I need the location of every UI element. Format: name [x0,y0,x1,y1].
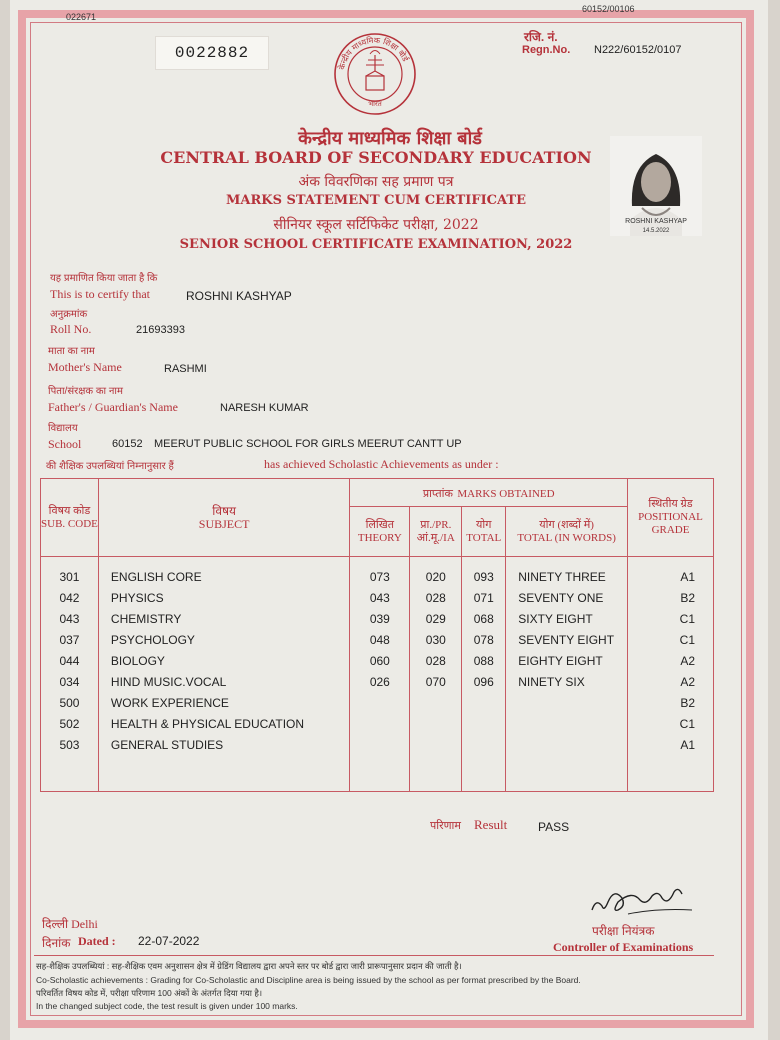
doc-title-hindi: अंक विवरणिका सह प्रमाण पत्र [298,174,454,190]
photo-date: 14.5.2022 [642,228,670,234]
marks-table [40,478,714,792]
theory-marks: 043 [369,591,390,605]
header-subject: विषय SUBJECT [98,479,349,557]
controller-label-hindi: परीक्षा नियंत्रक [592,924,655,938]
total-marks: 088 [473,654,494,668]
subject-name: BIOLOGY [110,654,165,668]
subject-name: HEALTH & PHYSICAL EDUCATION [110,717,305,731]
total-in-words: SEVENTY EIGHT [518,633,615,647]
regn-number: N222/60152/0107 [594,44,682,56]
board-name: CENTRAL BOARD OF SECONDARY EDUCATION [160,148,592,167]
roll-label-hindi: अनुक्रमांक [50,309,88,320]
top-right-number: 60152/00106 [582,4,635,14]
sub-code: 502 [59,717,80,731]
subject-column [98,557,349,792]
top-left-number: 022671 [66,12,97,22]
theory-marks: 039 [369,612,390,626]
subject-name: GENERAL STUDIES [110,738,224,752]
result-label: Result [474,817,508,832]
practical-marks: 070 [425,675,446,689]
header-total-words: योग (शब्दों में) TOTAL (IN WORDS) [506,507,628,557]
date-label-hindi: दिनांक [42,936,71,950]
theory-marks: 073 [369,570,390,584]
mother-label: Mother's Name [48,360,122,374]
sub-code: 503 [59,738,80,752]
grade: B2 [680,696,695,710]
grade: C1 [679,612,695,626]
board-name-hindi: केन्द्रीय माध्यमिक शिक्षा बोर्ड [298,128,482,149]
result-value: PASS [538,820,570,834]
place-label: दिल्ली Delhi [42,917,98,931]
student-name: ROSHNI KASHYAP [186,289,292,303]
sub-code: 301 [59,570,80,584]
total-in-words: EIGHTY EIGHT [518,654,603,668]
grade: A1 [680,570,695,584]
photo-caption: ROSHNI KASHYAP [625,218,687,225]
footer-note-hindi-1: सह-शैक्षिक उपलब्धियां : सह-शैक्षिक एवम अनुशासन क्षेत्र में ग्रेडिंग विद्यालय द्वारा अपने स्तर पर बोर्ड द्वारा जारी प्रारूपानुसार प्रदान की जाती है। [36,961,462,971]
grade: C1 [679,633,695,647]
sub-code: 042 [59,591,80,605]
header-total: योग TOTAL [462,507,506,557]
school-label: School [48,437,82,451]
theory-column [350,557,410,792]
code-column [41,557,99,792]
practical-column [410,557,462,792]
footer-divider [34,955,714,956]
subject-name: PHYSICS [110,591,164,605]
total-marks: 096 [473,675,494,689]
words-column [506,557,628,792]
footer-note-1: Co-Scholastic achievements : Grading for Co-Scholastic and Discipline area is being issued by the school as per format prescribed by the Board. [36,975,581,985]
sub-code: 034 [59,675,80,689]
school-label-hindi: विद्यालय [48,423,78,434]
subject-name: CHEMISTRY [110,612,182,626]
cbse-seal-icon [330,30,420,116]
subject-name: PSYCHOLOGY [110,633,195,647]
subject-name: HIND MUSIC.VOCAL [110,675,227,689]
header-sub-code: विषय कोड SUB. CODE [41,479,99,557]
school-name: MEERUT PUBLIC SCHOOL FOR GIRLS MEERUT CANTT UP [154,438,462,450]
theory-marks: 060 [369,654,390,668]
total-marks: 071 [473,591,494,605]
practical-marks: 029 [425,612,446,626]
practical-marks: 030 [425,633,446,647]
header-theory: लिखित THEORY [350,507,410,557]
grade: C1 [679,717,695,731]
footer-note-2: In the changed subject code, the test result is given under 100 marks. [36,1001,298,1011]
exam-title: SENIOR SCHOOL CERTIFICATE EXAMINATION, 2022 [179,237,573,252]
practical-marks: 020 [425,570,446,584]
seal-ring-text: केन्द्रीय माध्यमिक शिक्षा बोर्ड [337,35,410,71]
total-marks: 068 [473,612,494,626]
footer-note-hindi-2: परिवर्तित विषय कोड में, परीक्षा परिणाम 100 अंकों के अंतर्गत दिया गया है। [36,988,263,998]
achievement-label-hindi: की शैक्षिक उपलब्धियां निम्नानुसार हैं [46,461,174,472]
header-positional-grade: स्थितीय ग्रेड POSITIONAL GRADE [628,479,714,557]
grade: B2 [680,591,695,605]
total-in-words: SEVENTY ONE [518,591,604,605]
certify-label: This is to certify that [50,287,150,301]
grade: A1 [680,738,695,752]
subject-name: ENGLISH CORE [110,570,202,584]
roll-label: Roll No. [50,322,92,336]
header-marks-obtained: प्राप्तांक MARKS OBTAINED [350,479,628,507]
sub-code: 044 [59,654,80,668]
certify-label-hindi: यह प्रमाणित किया जाता है कि [50,273,158,284]
issue-date: 22-07-2022 [138,934,200,948]
result-label-hindi: परिणाम [430,820,461,832]
theory-marks: 026 [369,675,390,689]
grade: A2 [680,675,695,689]
roll-number: 21693393 [136,324,185,336]
practical-marks: 028 [425,654,446,668]
achievement-label: has achieved Scholastic Achievements as under : [264,457,499,471]
total-column [462,557,506,792]
date-label: Dated : [78,934,116,948]
grade-column [628,557,714,792]
total-in-words: SIXTY EIGHT [518,612,593,626]
controller-signature-icon [588,880,698,924]
regn-label-hindi: रजि. नं. [524,30,558,44]
exam-title-hindi: सीनियर स्कूल सर्टिफिकेट परीक्षा, 2022 [273,217,479,233]
father-name: NARESH KUMAR [220,402,309,414]
school-code: 60152 [112,438,143,450]
total-in-words: NINETY SIX [518,675,585,689]
seal-bottom-text: भारत [368,100,382,108]
mother-name: RASHMI [164,363,207,375]
total-marks: 093 [473,570,494,584]
father-label: Father's / Guardian's Name [48,400,178,414]
practical-marks: 028 [425,591,446,605]
total-marks: 078 [473,633,494,647]
regn-label: Regn.No. [522,44,571,56]
mother-label-hindi: माता का नाम [48,346,95,357]
sub-code: 500 [59,696,80,710]
theory-marks: 048 [369,633,390,647]
header-practical: प्रा./PR. आं.मू./IA [410,507,462,557]
doc-title: MARKS STATEMENT CUM CERTIFICATE [226,193,526,208]
subject-name: WORK EXPERIENCE [110,696,229,710]
sub-code: 037 [59,633,80,647]
father-label-hindi: पिता/संरक्षक का नाम [48,386,123,397]
sub-code: 043 [59,612,80,626]
controller-label: Controller of Examinations [553,940,694,954]
serial-number: 0022882 [155,36,269,70]
grade: A2 [680,654,695,668]
total-in-words: NINETY THREE [518,570,606,584]
